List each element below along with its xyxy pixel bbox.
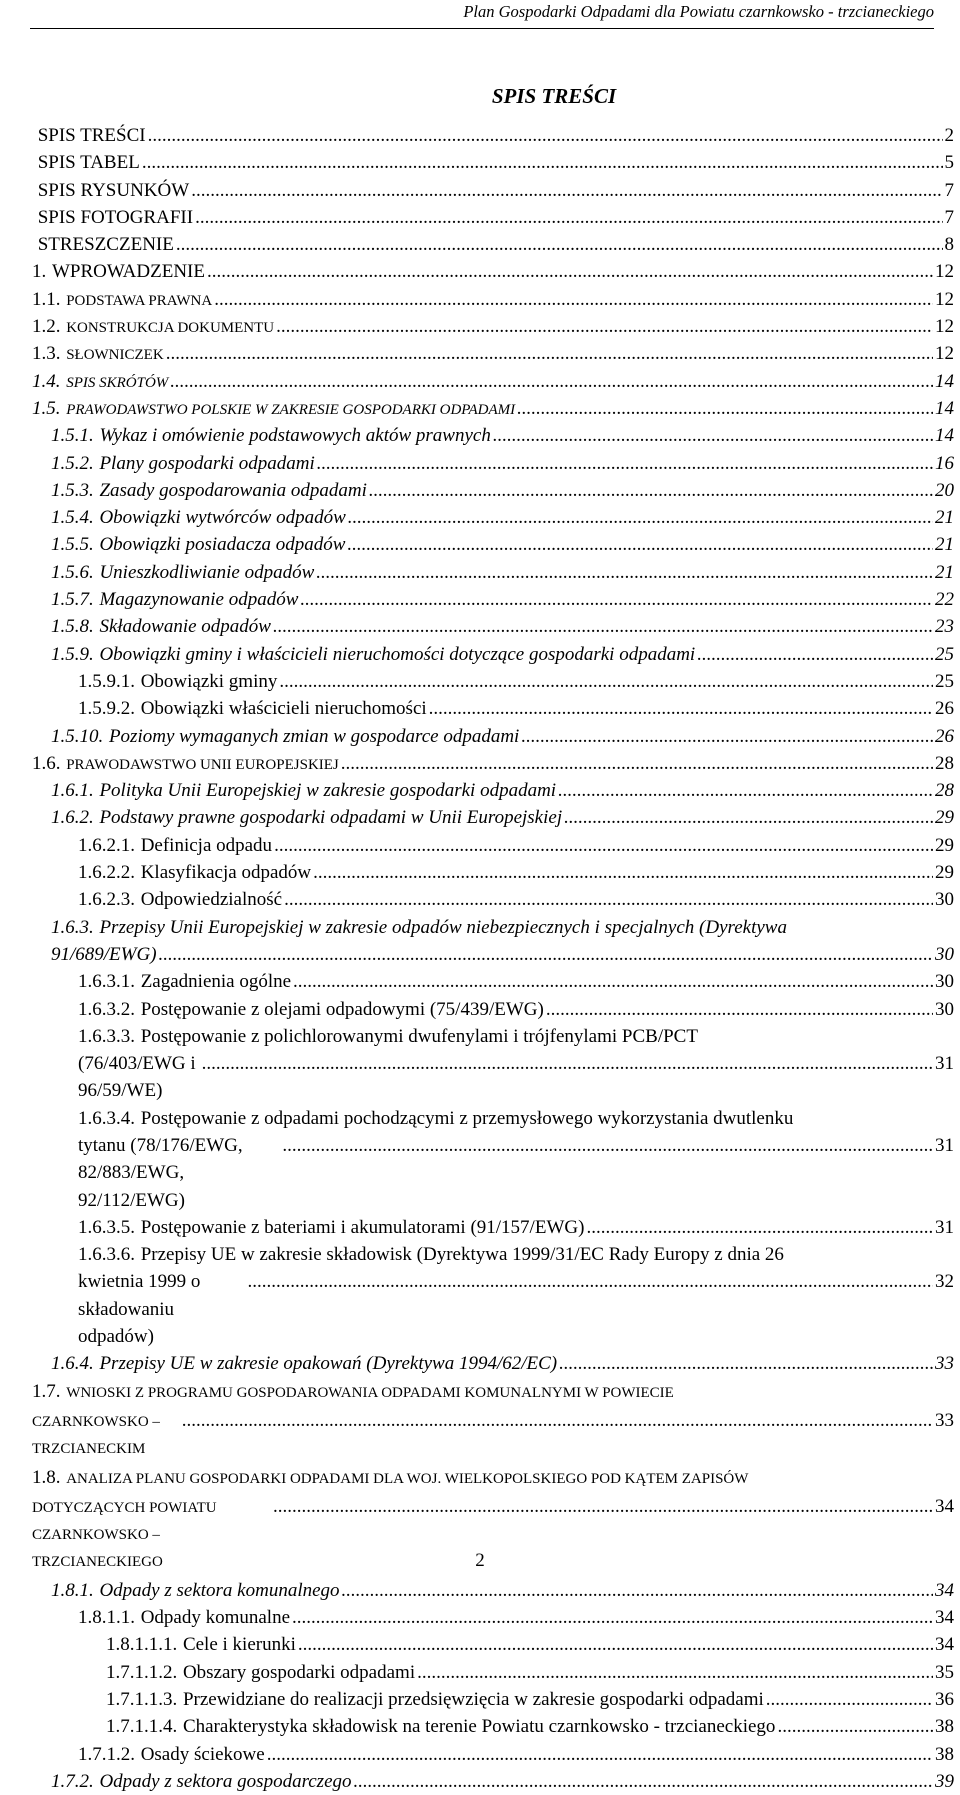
toc-leader-dots <box>292 1604 933 1631</box>
toc-leader-dots <box>417 1659 933 1686</box>
toc-entry-number: 1.3. <box>32 343 61 365</box>
toc-entry[interactable] <box>32 886 954 913</box>
toc-leader-dots <box>546 996 933 1023</box>
toc-entry-text-continued: CZARNKOWSKO – TRZCIANECKIM <box>32 1413 160 1458</box>
toc-entry-text: Definicja odpadu <box>140 834 273 856</box>
toc-entry-page: 32 <box>935 1271 954 1293</box>
toc-entry-page: 28 <box>935 780 954 802</box>
toc-entry-number: 1.6.2. <box>51 807 94 829</box>
toc-entry-page: 34 <box>935 1634 954 1656</box>
toc-leader-dots <box>276 313 933 340</box>
toc-leader-dots <box>284 886 933 913</box>
toc-leader-dots <box>347 531 933 558</box>
toc-entry-text: Poziomy wymaganych zmian w gospodarce odpadami <box>108 725 520 747</box>
toc-entry[interactable] <box>32 531 954 558</box>
toc-entry-page: 33 <box>935 1353 954 1375</box>
toc-entry-text: Obowiązki wytwórców odpadów <box>99 507 346 529</box>
toc-entry-number: 1.5.9. <box>51 643 94 665</box>
toc-entry-text-continued: 91/689/EWG) <box>51 943 157 965</box>
toc-entry-page: 7 <box>944 206 954 228</box>
toc-entry-page: 14 <box>935 425 954 447</box>
toc-entry-text: Postępowanie z odpadami pochodzącymi z przemysłowego wykorzystania dwutlenku <box>140 1107 794 1129</box>
toc-entry-page: 22 <box>935 589 954 611</box>
toc-entry-text: Wykaz i omówienie podstawowych aktów prawnych <box>99 425 491 447</box>
toc-entry-number: 1.5.1. <box>51 425 94 447</box>
toc-title: SPIS TREŚCI <box>491 84 617 108</box>
toc-entry-page: 30 <box>935 889 954 911</box>
toc-leader-dots <box>207 258 933 285</box>
toc-leader-dots <box>148 122 943 149</box>
toc-leader-dots <box>176 231 943 258</box>
toc-entry-page: 2 <box>944 125 954 146</box>
toc-entry-number: 1.5.10. <box>51 725 104 747</box>
toc-entry-number: 1.6.3.5. <box>78 1216 135 1238</box>
toc-entry-number: 1.6.2.1. <box>78 834 135 856</box>
toc-entry-page: 30 <box>935 943 954 965</box>
toc-entry-text: Obowiązki gminy i właścicieli nieruchomości dotyczące gospodarki odpadami <box>99 643 696 665</box>
toc-entry-text: SPIS RYSUNKÓW <box>37 179 190 201</box>
toc-entry-text: Obowiązki gminy <box>140 670 278 692</box>
toc-entry[interactable] <box>32 422 954 449</box>
table-of-contents <box>32 122 954 1795</box>
toc-entry-page: 12 <box>935 261 954 283</box>
toc-leader-dots <box>267 1741 933 1768</box>
toc-leader-dots <box>517 395 933 422</box>
toc-entry-number: 1.7.1.1.3. <box>106 1688 178 1710</box>
toc-entry[interactable] <box>32 177 954 204</box>
toc-leader-dots <box>298 1631 933 1658</box>
toc-leader-dots <box>559 1350 933 1377</box>
toc-entry-text: Zagadnienia ogólne <box>140 971 292 993</box>
toc-entry-text: Postępowanie z polichlorowanymi dwufenylami i trójfenylami PCB/PCT <box>140 1025 698 1047</box>
toc-entry-page: 8 <box>944 234 954 256</box>
toc-entry-page: 38 <box>935 1716 954 1738</box>
toc-entry-text: WPROWADZENIE <box>51 261 205 283</box>
toc-entry-number: 1.5.7. <box>51 589 94 611</box>
toc-entry-text: STRESZCZENIE <box>37 234 174 256</box>
toc-entry-page: 28 <box>935 752 954 774</box>
toc-entry-text: Obszary gospodarki odpadami <box>182 1661 416 1683</box>
toc-entry-number: 1.8. <box>32 1466 61 1488</box>
toc-entry-page: 5 <box>944 152 954 174</box>
toc-entry[interactable] <box>32 641 954 668</box>
toc-entry-page: 21 <box>935 561 954 583</box>
toc-entry-text-continued: (76/403/EWG i 96/59/WE) <box>78 1053 196 1102</box>
toc-entry[interactable] <box>32 313 954 340</box>
toc-leader-dots <box>342 1577 933 1604</box>
toc-entry-page: 35 <box>935 1661 954 1683</box>
toc-entry-text: Przewidziane do realizacji przedsięwzięcia w zakresie gospodarki odpadami <box>182 1688 764 1710</box>
toc-entry-number: 1.7. <box>32 1380 61 1402</box>
toc-leader-dots <box>521 723 933 750</box>
toc-entry-number: 1.7.2. <box>51 1770 94 1792</box>
toc-entry-page: 31 <box>935 1216 954 1238</box>
toc-entry-text: Postępowanie z bateriami i akumulatorami (91/157/EWG) <box>140 1216 585 1238</box>
toc-entry[interactable] <box>32 1577 954 1604</box>
toc-entry-text: Odpady z sektora komunalnego <box>99 1579 340 1601</box>
toc-entry-page: 30 <box>935 998 954 1020</box>
toc-entry-number: 1.8.1.1.1. <box>106 1634 178 1656</box>
toc-entry-text: Polityka Unii Europejskiej w zakresie gospodarki odpadami <box>99 780 557 802</box>
toc-entry-page: 21 <box>935 534 954 556</box>
toc-entry-number: 1.6.3.1. <box>78 971 135 993</box>
toc-entry-number: 1.8.1. <box>51 1579 94 1601</box>
toc-entry[interactable] <box>32 777 954 804</box>
toc-entry-text: Przepisy Unii Europejskiej w zakresie odpadów niebezpiecznych i specjalnych (Dyrektywa <box>99 916 787 938</box>
toc-entry[interactable] <box>32 723 954 750</box>
toc-entry-number: 1.6.2.2. <box>78 862 135 884</box>
toc-entry-page: 25 <box>935 643 954 665</box>
toc-leader-dots <box>341 750 933 777</box>
toc-entry-text: SPIS FOTOGRAFII <box>37 206 194 228</box>
toc-entry[interactable] <box>32 1105 954 1214</box>
header-rule <box>30 28 934 29</box>
toc-entry-text: Obowiązki posiadacza odpadów <box>99 534 346 556</box>
toc-leader-dots <box>369 477 933 504</box>
toc-entry-text: Osady ściekowe <box>140 1743 265 1765</box>
toc-entry-number: 1.5.8. <box>51 616 94 638</box>
toc-entry-text: Unieszkodliwianie odpadów <box>99 561 315 583</box>
toc-entry[interactable] <box>32 122 954 149</box>
toc-entry-text: ANALIZA PLANU GOSPODARKI ODPADAMI DLA WOJ. WIELKOPOLSKIEGO POD KĄTEM ZAPISÓW <box>66 1470 749 1487</box>
toc-entry-number: 1.7.1.2. <box>78 1743 135 1765</box>
toc-entry-text: SPIS TABEL <box>37 152 140 174</box>
toc-leader-dots <box>766 1686 933 1713</box>
toc-entry[interactable] <box>32 613 954 640</box>
toc-entry-page: 31 <box>935 1134 954 1156</box>
toc-entry-number: 1. <box>32 261 47 283</box>
toc-entry-page: 29 <box>935 862 954 884</box>
toc-entry-text-continued: tytanu (78/176/EWG, 82/883/EWG, 92/112/EWG) <box>78 1134 243 1211</box>
toc-leader-dots <box>273 1493 933 1520</box>
toc-leader-dots <box>170 368 933 395</box>
toc-entry-page: 31 <box>935 1053 954 1075</box>
toc-entry-page: 23 <box>935 616 954 638</box>
toc-leader-dots <box>274 832 933 859</box>
toc-entry-page: 12 <box>935 288 954 310</box>
toc-entry-text: Przepisy UE w zakresie składowisk (Dyrektywa 1999/31/EC Rady Europy z dnia 26 <box>140 1244 784 1266</box>
toc-entry[interactable] <box>32 559 954 586</box>
toc-entry-number: 1.8.1.1. <box>78 1607 135 1629</box>
toc-entry-text: Plany gospodarki odpadami <box>99 452 315 474</box>
toc-entry[interactable] <box>32 1631 954 1658</box>
toc-leader-dots <box>313 859 933 886</box>
toc-entry-page: 7 <box>944 179 954 201</box>
toc-entry-page: 12 <box>935 343 954 365</box>
toc-leader-dots <box>214 286 933 313</box>
toc-entry[interactable] <box>32 832 954 859</box>
toc-entry-text: Klasyfikacja odpadów <box>140 862 312 884</box>
toc-entry-page: 33 <box>935 1409 954 1431</box>
toc-entry-number: 1.4. <box>32 370 61 392</box>
toc-entry[interactable] <box>32 1350 954 1377</box>
toc-entry[interactable] <box>32 859 954 886</box>
toc-leader-dots <box>191 177 942 204</box>
toc-entry[interactable] <box>32 1604 954 1631</box>
toc-entry-number: 1.6.4. <box>51 1353 94 1375</box>
toc-entry-text: Podstawy prawne gospodarki odpadami w Unii Europejskiej <box>99 807 563 829</box>
toc-entry-text: Postępowanie z olejami odpadowymi (75/439/EWG) <box>140 998 544 1020</box>
toc-leader-dots <box>586 1214 933 1241</box>
toc-entry-text: Składowanie odpadów <box>99 616 271 638</box>
toc-entry[interactable] <box>32 695 954 722</box>
toc-entry-number: 1.5.2. <box>51 452 94 474</box>
toc-leader-dots <box>697 641 933 668</box>
toc-entry-text: Zasady gospodarowania odpadami <box>99 479 367 501</box>
toc-entry-text: Przepisy UE w zakresie opakowań (Dyrektywa 1994/62/EC) <box>99 1353 558 1375</box>
toc-leader-dots <box>293 968 933 995</box>
toc-entry[interactable] <box>32 450 954 477</box>
toc-entry-number: 1.6.3.6. <box>78 1244 135 1266</box>
toc-entry[interactable] <box>32 340 954 367</box>
toc-entry-text: PRAWODAWSTWO UNII EUROPEJSKIEJ <box>66 756 339 773</box>
toc-entry-number: 1.6.3.3. <box>78 1025 135 1047</box>
toc-leader-dots <box>282 1132 933 1159</box>
toc-entry-number: 1.5.9.1. <box>78 670 135 692</box>
toc-entry-page: 26 <box>935 698 954 720</box>
toc-entry-text: SPIS SKRÓTÓW <box>66 374 169 391</box>
toc-entry[interactable] <box>32 231 954 258</box>
toc-leader-dots <box>777 1713 933 1740</box>
toc-entry-page: 30 <box>935 971 954 993</box>
toc-entry-page: 21 <box>935 507 954 529</box>
toc-leader-dots <box>247 1268 933 1295</box>
toc-entry-text: WNIOSKI Z PROGRAMU GOSPODAROWANIA ODPADAMI KOMUNALNYMI W POWIECIE <box>66 1384 674 1401</box>
toc-entry[interactable] <box>32 1659 954 1686</box>
toc-entry-page: 29 <box>935 807 954 829</box>
toc-entry[interactable] <box>32 1768 954 1795</box>
toc-entry[interactable] <box>32 258 954 285</box>
toc-entry-page: 36 <box>935 1688 954 1710</box>
toc-entry-page: 29 <box>935 834 954 856</box>
toc-entry-number: 1.6.1. <box>51 780 94 802</box>
toc-leader-dots <box>195 204 942 231</box>
toc-entry-number: 1.5.5. <box>51 534 94 556</box>
toc-entry[interactable] <box>32 1241 954 1350</box>
toc-entry[interactable] <box>32 1214 954 1241</box>
toc-entry-text: PODSTAWA PRAWNA <box>66 292 213 309</box>
toc-leader-dots <box>429 695 933 722</box>
toc-entry-number: 1.7.1.1.2. <box>106 1661 178 1683</box>
toc-leader-dots <box>300 586 933 613</box>
toc-leader-dots <box>142 149 943 176</box>
toc-entry[interactable] <box>32 750 954 777</box>
toc-entry[interactable] <box>32 395 954 422</box>
toc-entry-page: 26 <box>935 725 954 747</box>
toc-entry-number: 1.6.2.3. <box>78 889 135 911</box>
toc-entry[interactable] <box>32 804 954 831</box>
toc-leader-dots <box>558 777 933 804</box>
toc-leader-dots <box>564 804 933 831</box>
toc-entry-number: 1.5. <box>32 397 61 419</box>
toc-entry-text: SŁOWNICZEK <box>66 347 164 364</box>
toc-leader-dots <box>159 941 933 968</box>
toc-entry-page: 39 <box>935 1770 954 1792</box>
toc-entry-page: 25 <box>935 670 954 692</box>
toc-entry-text: Cele i kierunki <box>182 1634 296 1656</box>
toc-entry-text: Odpady komunalne <box>140 1607 291 1629</box>
toc-leader-dots <box>316 559 933 586</box>
toc-entry-page: 16 <box>935 452 954 474</box>
toc-entry-text-continued: kwietnia 1999 o składowaniu odpadów) <box>78 1271 201 1348</box>
toc-entry[interactable] <box>32 1378 954 1464</box>
toc-entry[interactable] <box>32 204 954 231</box>
toc-entry-number: 1.6.3. <box>51 916 94 938</box>
toc-entry-text: PRAWODAWSTWO POLSKIE W ZAKRESIE GOSPODARKI ODPADAMI <box>66 401 516 418</box>
toc-entry[interactable] <box>32 1023 954 1105</box>
toc-entry-page: 34 <box>935 1495 954 1517</box>
toc-entry-text: Magazynowanie odpadów <box>99 589 299 611</box>
toc-leader-dots <box>273 613 933 640</box>
page-number: 2 <box>475 1550 485 1571</box>
toc-entry[interactable] <box>32 149 954 176</box>
toc-entry[interactable] <box>32 286 954 313</box>
running-header: Plan Gospodarki Odpadami dla Powiatu czarnkowsko - trzcianeckiego <box>463 2 934 21</box>
toc-leader-dots <box>348 504 933 531</box>
toc-leader-dots <box>279 668 933 695</box>
toc-entry-number: 1.6.3.4. <box>78 1107 135 1129</box>
toc-entry[interactable] <box>32 504 954 531</box>
toc-entry-text: KONSTRUKCJA DOKUMENTU <box>66 320 275 337</box>
toc-entry[interactable] <box>32 968 954 995</box>
toc-leader-dots <box>493 422 933 449</box>
toc-entry-number: 1.7.1.1.4. <box>106 1716 178 1738</box>
toc-entry-text: Odpady z sektora gospodarczego <box>99 1770 352 1792</box>
toc-entry-page: 14 <box>935 397 954 419</box>
toc-entry-number: 1.5.4. <box>51 507 94 529</box>
toc-entry-text: SPIS TREŚCI <box>37 125 146 146</box>
toc-entry-text: Odpowiedzialność <box>140 889 283 911</box>
toc-entry[interactable] <box>32 368 954 395</box>
toc-entry-page: 20 <box>935 479 954 501</box>
toc-leader-dots <box>182 1407 933 1434</box>
toc-entry-text: Charakterystyka składowisk na terenie Powiatu czarnkowsko - trzcianeckiego <box>182 1716 776 1738</box>
toc-entry[interactable] <box>32 1686 954 1713</box>
toc-entry-page: 34 <box>935 1579 954 1601</box>
toc-entry[interactable] <box>32 1713 954 1740</box>
toc-entry-number: 1.5.9.2. <box>78 698 135 720</box>
toc-entry-page: 14 <box>935 370 954 392</box>
toc-entry-number: 1.6. <box>32 752 61 774</box>
toc-entry-number: 1.2. <box>32 316 61 338</box>
toc-entry-text-continued: DOTYCZĄCYCH POWIATU CZARNKOWSKO – TRZCIANECKIEGO <box>32 1499 217 1571</box>
toc-entry-text: Obowiązki właścicieli nieruchomości <box>140 698 427 720</box>
toc-entry-page: 34 <box>935 1607 954 1629</box>
toc-leader-dots <box>202 1050 933 1077</box>
toc-entry-page: 12 <box>935 316 954 338</box>
toc-entry-number: 1.1. <box>32 288 61 310</box>
toc-entry[interactable] <box>32 996 954 1023</box>
toc-leader-dots <box>166 340 933 367</box>
toc-entry[interactable] <box>32 668 954 695</box>
toc-leader-dots <box>317 450 933 477</box>
toc-leader-dots <box>354 1768 933 1795</box>
toc-entry-number: 1.5.3. <box>51 479 94 501</box>
toc-entry[interactable] <box>32 1741 954 1768</box>
toc-entry-number: 1.6.3.2. <box>78 998 135 1020</box>
toc-entry-number: 1.5.6. <box>51 561 94 583</box>
toc-entry[interactable] <box>32 914 954 969</box>
toc-entry[interactable] <box>32 477 954 504</box>
toc-entry-page: 38 <box>935 1743 954 1765</box>
toc-entry[interactable] <box>32 586 954 613</box>
